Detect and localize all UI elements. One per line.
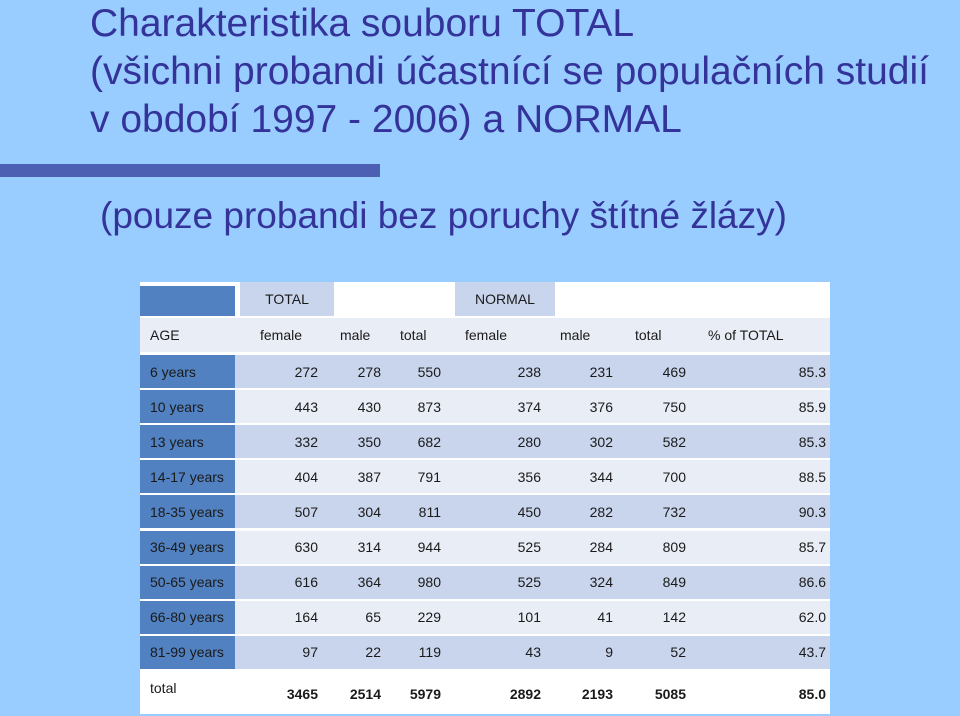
table-cell: 732 — [662, 503, 686, 520]
table-cell: 980 — [417, 574, 441, 591]
total-cell: 2193 — [581, 685, 613, 702]
table-cell: 282 — [589, 503, 613, 520]
title-line-1: Charakteristika souboru TOTAL — [90, 2, 635, 45]
table-cell: 304 — [357, 503, 381, 520]
column-header: female — [260, 327, 303, 343]
column-header: total — [635, 327, 662, 343]
table-cell: 430 — [357, 398, 381, 415]
table-cell: 387 — [357, 468, 381, 485]
table-cell: 443 — [294, 398, 318, 415]
table-cell: 324 — [589, 574, 613, 591]
table-cell: 119 — [418, 644, 441, 661]
column-header: AGE — [150, 327, 180, 343]
row-label: 50-65 years — [150, 574, 224, 591]
table-cell: 849 — [662, 574, 686, 591]
total-cell: 2514 — [349, 685, 381, 702]
table-cell: 229 — [417, 609, 441, 626]
total-cell: 5979 — [409, 685, 441, 702]
group-header-total: TOTAL — [240, 282, 334, 316]
table-cell: 700 — [662, 468, 686, 485]
total-label: total — [150, 679, 177, 696]
table-cell: 101 — [517, 609, 541, 626]
table-cell: 682 — [417, 433, 441, 450]
row-label: 66-80 years — [150, 609, 224, 626]
title-rule — [0, 164, 380, 177]
table-cell: 750 — [662, 398, 686, 415]
column-header: male — [340, 327, 371, 343]
table-cell: 525 — [517, 539, 541, 556]
column-header: % of TOTAL — [708, 327, 784, 343]
row-label: 6 years — [150, 363, 196, 380]
table-cell: 809 — [662, 539, 686, 556]
table-cell: 88.5 — [798, 468, 826, 485]
group-header-normal: NORMAL — [455, 282, 555, 316]
table-cell: 630 — [294, 539, 318, 556]
column-header: male — [560, 327, 591, 343]
row-label: 81-99 years — [150, 644, 224, 661]
column-header: total — [400, 327, 427, 343]
total-cell: 2892 — [509, 685, 541, 702]
table-cell: 314 — [357, 539, 381, 556]
table-cell: 582 — [662, 433, 686, 450]
slide-subtitle: (pouze probandi bez poruchy štítné žlázy) — [100, 195, 787, 236]
table-cell: 272 — [294, 363, 318, 380]
table-cell: 85.7 — [798, 539, 826, 556]
row-label: 14-17 years — [150, 468, 224, 485]
table-cell: 350 — [357, 433, 381, 450]
table-cell: 9 — [605, 644, 613, 661]
table-cell: 97 — [302, 644, 318, 661]
table-cell: 284 — [589, 539, 613, 556]
table-cell: 332 — [294, 433, 318, 450]
table-cell: 356 — [517, 468, 541, 485]
row-label: 10 years — [150, 398, 204, 415]
table-cell: 90.3 — [798, 503, 826, 520]
table-cell: 41 — [597, 609, 613, 626]
group-header-blank — [140, 286, 235, 316]
title-line-3: v období 1997 - 2006) a NORMAL — [90, 98, 682, 141]
total-cell: 85.0 — [798, 685, 826, 702]
table-cell: 86.6 — [798, 574, 826, 591]
table-cell: 43 — [525, 644, 541, 661]
table-cell: 873 — [417, 398, 441, 415]
total-cell: 5085 — [654, 685, 686, 702]
table-cell: 507 — [294, 503, 318, 520]
total-cell: 3465 — [286, 685, 318, 702]
row-label: 13 years — [150, 433, 204, 450]
table-cell: 43.7 — [798, 644, 826, 661]
title-line-2: (všichni probandi účastnící se populačních studií — [90, 50, 929, 93]
table-cell: 142 — [662, 609, 686, 626]
row-label: 18-35 years — [150, 503, 224, 520]
table-cell: 85.9 — [798, 398, 826, 415]
table-cell: 278 — [357, 363, 381, 380]
row-label: 36-49 years — [150, 539, 224, 556]
table-cell: 52 — [670, 644, 686, 661]
table-cell: 944 — [417, 539, 441, 556]
table-cell: 85.3 — [798, 363, 826, 380]
table-cell: 65 — [365, 609, 381, 626]
table-cell: 404 — [294, 468, 318, 485]
table-cell: 238 — [517, 363, 541, 380]
table-cell: 811 — [418, 503, 441, 520]
table-cell: 791 — [417, 468, 441, 485]
table-cell: 550 — [417, 363, 441, 380]
data-table — [140, 282, 830, 714]
table-cell: 376 — [589, 398, 613, 415]
table-cell: 450 — [517, 503, 541, 520]
table-cell: 164 — [294, 609, 318, 626]
table-cell: 525 — [517, 574, 541, 591]
table-cell: 374 — [517, 398, 541, 415]
table-cell: 231 — [589, 363, 613, 380]
table-cell: 469 — [662, 363, 686, 380]
slide-title — [90, 0, 960, 144]
column-header: female — [465, 327, 508, 343]
table-cell: 85.3 — [798, 433, 826, 450]
table-cell: 364 — [357, 574, 381, 591]
table-cell: 616 — [294, 574, 318, 591]
table-cell: 62.0 — [798, 609, 826, 626]
table-cell: 22 — [365, 644, 381, 661]
table-cell: 302 — [589, 433, 613, 450]
table-cell: 280 — [517, 433, 541, 450]
table-cell: 344 — [589, 468, 613, 485]
